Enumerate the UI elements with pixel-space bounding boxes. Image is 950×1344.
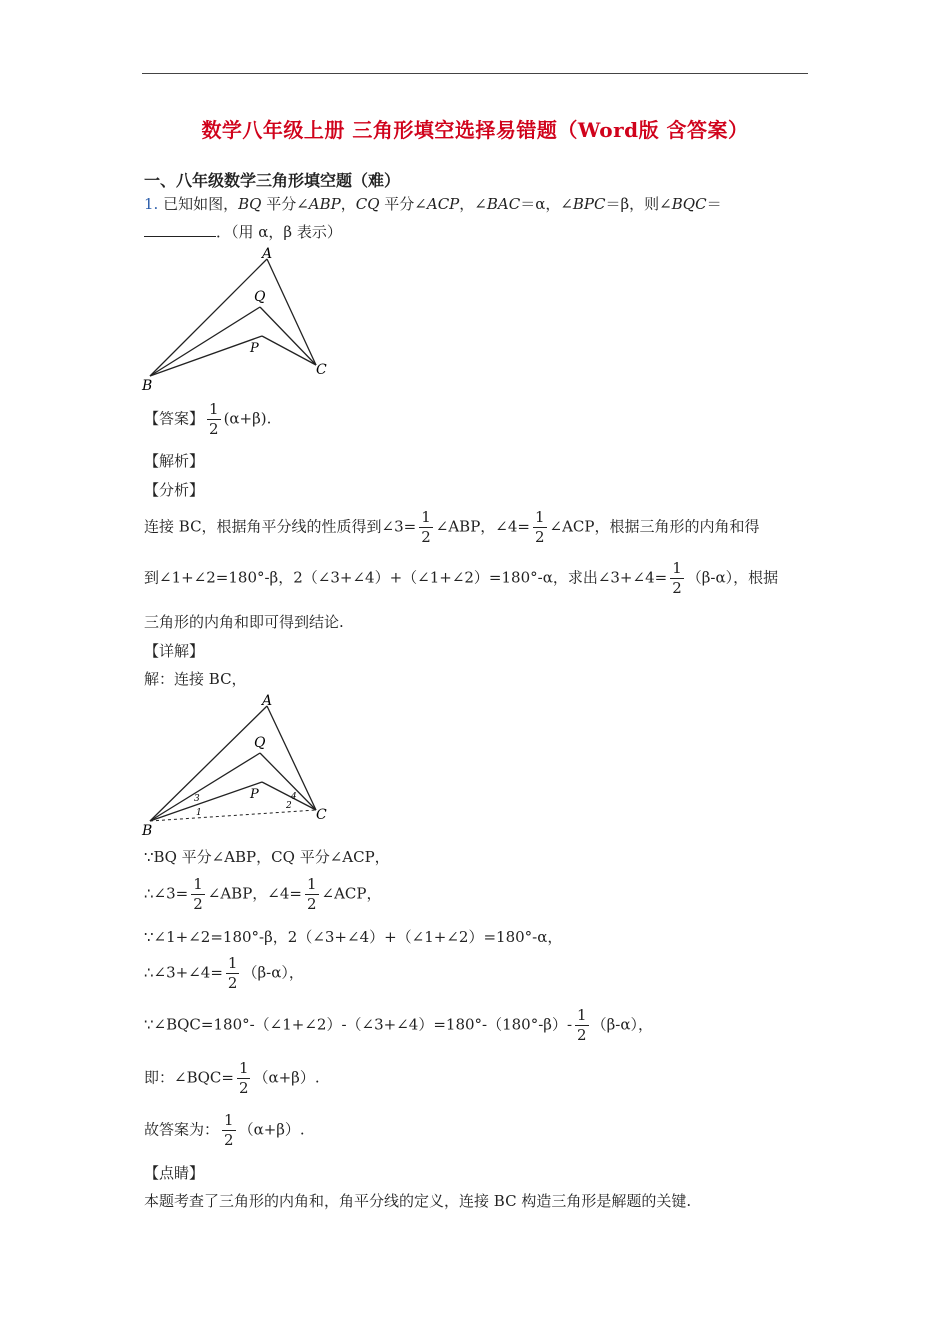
label-q: Q — [254, 735, 266, 751]
header-rule — [142, 73, 808, 74]
fraction-half — [419, 510, 433, 545]
question-text: ＝α，∠ — [520, 195, 573, 213]
fraction-numerator: 1 — [534, 508, 545, 526]
angle-mark-2: 2 — [286, 801, 292, 811]
analysis-text: 到∠1+∠2=180°-β，2（∠3+∠4）+（∠1+∠2）=180°-α，求出∠3+∠4= — [144, 568, 668, 587]
angle-mark-3: 3 — [194, 794, 200, 804]
fraction-denominator: 2 — [421, 528, 431, 546]
fraction-denominator: 2 — [534, 528, 545, 546]
angle-mark-4: 4 — [291, 792, 297, 802]
fraction-numerator: 1 — [306, 875, 317, 893]
fraction-half — [237, 1061, 251, 1096]
solution-text: 即：∠BQC= — [144, 1068, 234, 1087]
fraction-denominator: 2 — [306, 895, 317, 913]
solution-text: ∠ABP，∠4= — [207, 884, 302, 903]
fraction-denominator: 2 — [193, 895, 203, 913]
solution-line-7 — [144, 1113, 305, 1148]
fraction-denominator: 2 — [209, 420, 219, 438]
question-number: 1. — [144, 195, 159, 213]
fraction-numerator: 1 — [209, 400, 219, 418]
xiangjie-label: 【详解】 — [144, 642, 205, 660]
label-a: A — [262, 246, 273, 262]
question-text: 平分∠ — [379, 195, 427, 213]
triangle-figure-1 — [140, 244, 340, 394]
dianjing-text: 本题考查了三角形的内角和，角平分线的定义，连接 BC 构造三角形是解题的关键. — [144, 1192, 692, 1210]
question-text: 平分∠ — [261, 195, 309, 213]
label-b: B — [142, 378, 153, 394]
solution-line-4 — [144, 956, 304, 991]
var-acp: ACP — [426, 195, 460, 213]
answer-line — [144, 402, 271, 437]
document-title: 数学八年级上册 三角形填空选择易错题（Word版 含答案） — [201, 118, 749, 142]
question-text: ，∠ — [459, 195, 487, 213]
question-text: ， — [340, 195, 356, 213]
fraction-half — [191, 877, 205, 912]
fraction-half — [575, 1008, 589, 1043]
question-line-1 — [144, 193, 722, 214]
var-bq: BQ — [238, 195, 262, 213]
fraction-denominator: 2 — [672, 579, 682, 597]
label-a: A — [262, 693, 273, 709]
fraction-numerator: 1 — [224, 1111, 234, 1129]
fraction-numerator: 1 — [193, 875, 203, 893]
solution-text: （β-α）， — [591, 1015, 653, 1034]
angle-mark-1: 1 — [196, 808, 202, 818]
answer-fraction — [207, 402, 221, 437]
analysis-text: 连接 BC，根据角平分线的性质得到∠3= — [144, 517, 417, 536]
label-b: B — [142, 823, 153, 839]
fraction-half — [670, 561, 684, 596]
analysis-line-1 — [144, 510, 760, 545]
analysis-line-2 — [144, 561, 778, 596]
solution-intro: 解：连接 BC， — [144, 670, 247, 688]
fenxi-label: 【分析】 — [144, 481, 205, 499]
analysis-text: ∠ABP，∠4= — [435, 517, 530, 536]
solution-text: 故答案为： — [144, 1120, 220, 1139]
fraction-numerator: 1 — [672, 559, 682, 577]
dianjing-label: 【点睛】 — [144, 1164, 205, 1182]
analysis-text: （β-α），根据 — [686, 568, 779, 587]
label-c: C — [316, 362, 327, 378]
var-cq: CQ — [355, 195, 380, 213]
solution-text: （β-α）， — [242, 963, 304, 982]
question-line-2 — [144, 221, 342, 242]
answer-expression: (α+β). — [223, 409, 272, 428]
question-text: ＝ — [706, 195, 722, 213]
fraction-half — [226, 956, 240, 991]
answer-label: 【答案】 — [144, 409, 205, 428]
question-text: 已知如图， — [163, 195, 239, 213]
fraction-numerator: 1 — [421, 508, 431, 526]
fraction-numerator: 1 — [238, 1059, 249, 1077]
label-p: P — [250, 341, 259, 356]
solution-text: ∴∠3= — [144, 884, 189, 903]
question-text: ．（用 α，β 表示） — [216, 223, 342, 241]
question-text: ＝β，则∠ — [605, 195, 672, 213]
solution-text: （α+β）. — [253, 1068, 320, 1087]
solution-line-2 — [144, 877, 382, 912]
section-heading: 一、八年级数学三角形填空题（难） — [144, 171, 401, 190]
var-abp: ABP — [308, 195, 341, 213]
fraction-numerator: 1 — [227, 954, 238, 972]
analysis-text: ∠ACP，根据三角形的内角和得 — [549, 517, 760, 536]
var-bac: BAC — [486, 195, 521, 213]
fraction-denominator: 2 — [227, 974, 238, 992]
analysis-line-3: 三角形的内角和即可得到结论. — [144, 613, 344, 631]
solution-line-6 — [144, 1061, 320, 1096]
fraction-denominator: 2 — [224, 1131, 234, 1149]
solution-text: ∴∠3+∠4= — [144, 963, 223, 982]
answer-blank — [144, 222, 216, 237]
solution-text: ∠ACP， — [321, 884, 382, 903]
triangle-figure-2 — [140, 691, 340, 841]
solution-line-3: ∵∠1+∠2=180°-β，2（∠3+∠4）+（∠1+∠2）=180°-α， — [144, 928, 563, 946]
solution-text: （α+β）. — [238, 1120, 305, 1139]
fraction-denominator: 2 — [577, 1026, 587, 1044]
jiexi-label: 【解析】 — [144, 452, 205, 470]
label-p: P — [250, 787, 259, 802]
fraction-half — [533, 510, 547, 545]
label-q: Q — [254, 289, 266, 305]
solution-line-1: ∵BQ 平分∠ABP，CQ 平分∠ACP， — [144, 848, 390, 866]
fraction-half — [222, 1113, 236, 1148]
fraction-denominator: 2 — [238, 1079, 249, 1097]
fraction-numerator: 1 — [577, 1006, 587, 1024]
fraction-half — [305, 877, 319, 912]
var-bqc: BQC — [671, 195, 707, 213]
label-c: C — [316, 807, 327, 823]
solution-line-5 — [144, 1008, 653, 1043]
solution-text: ∵∠BQC=180°-（∠1+∠2）-（∠3+∠4）=180°-（180°-β）- — [144, 1015, 573, 1034]
var-bpc: BPC — [572, 195, 606, 213]
